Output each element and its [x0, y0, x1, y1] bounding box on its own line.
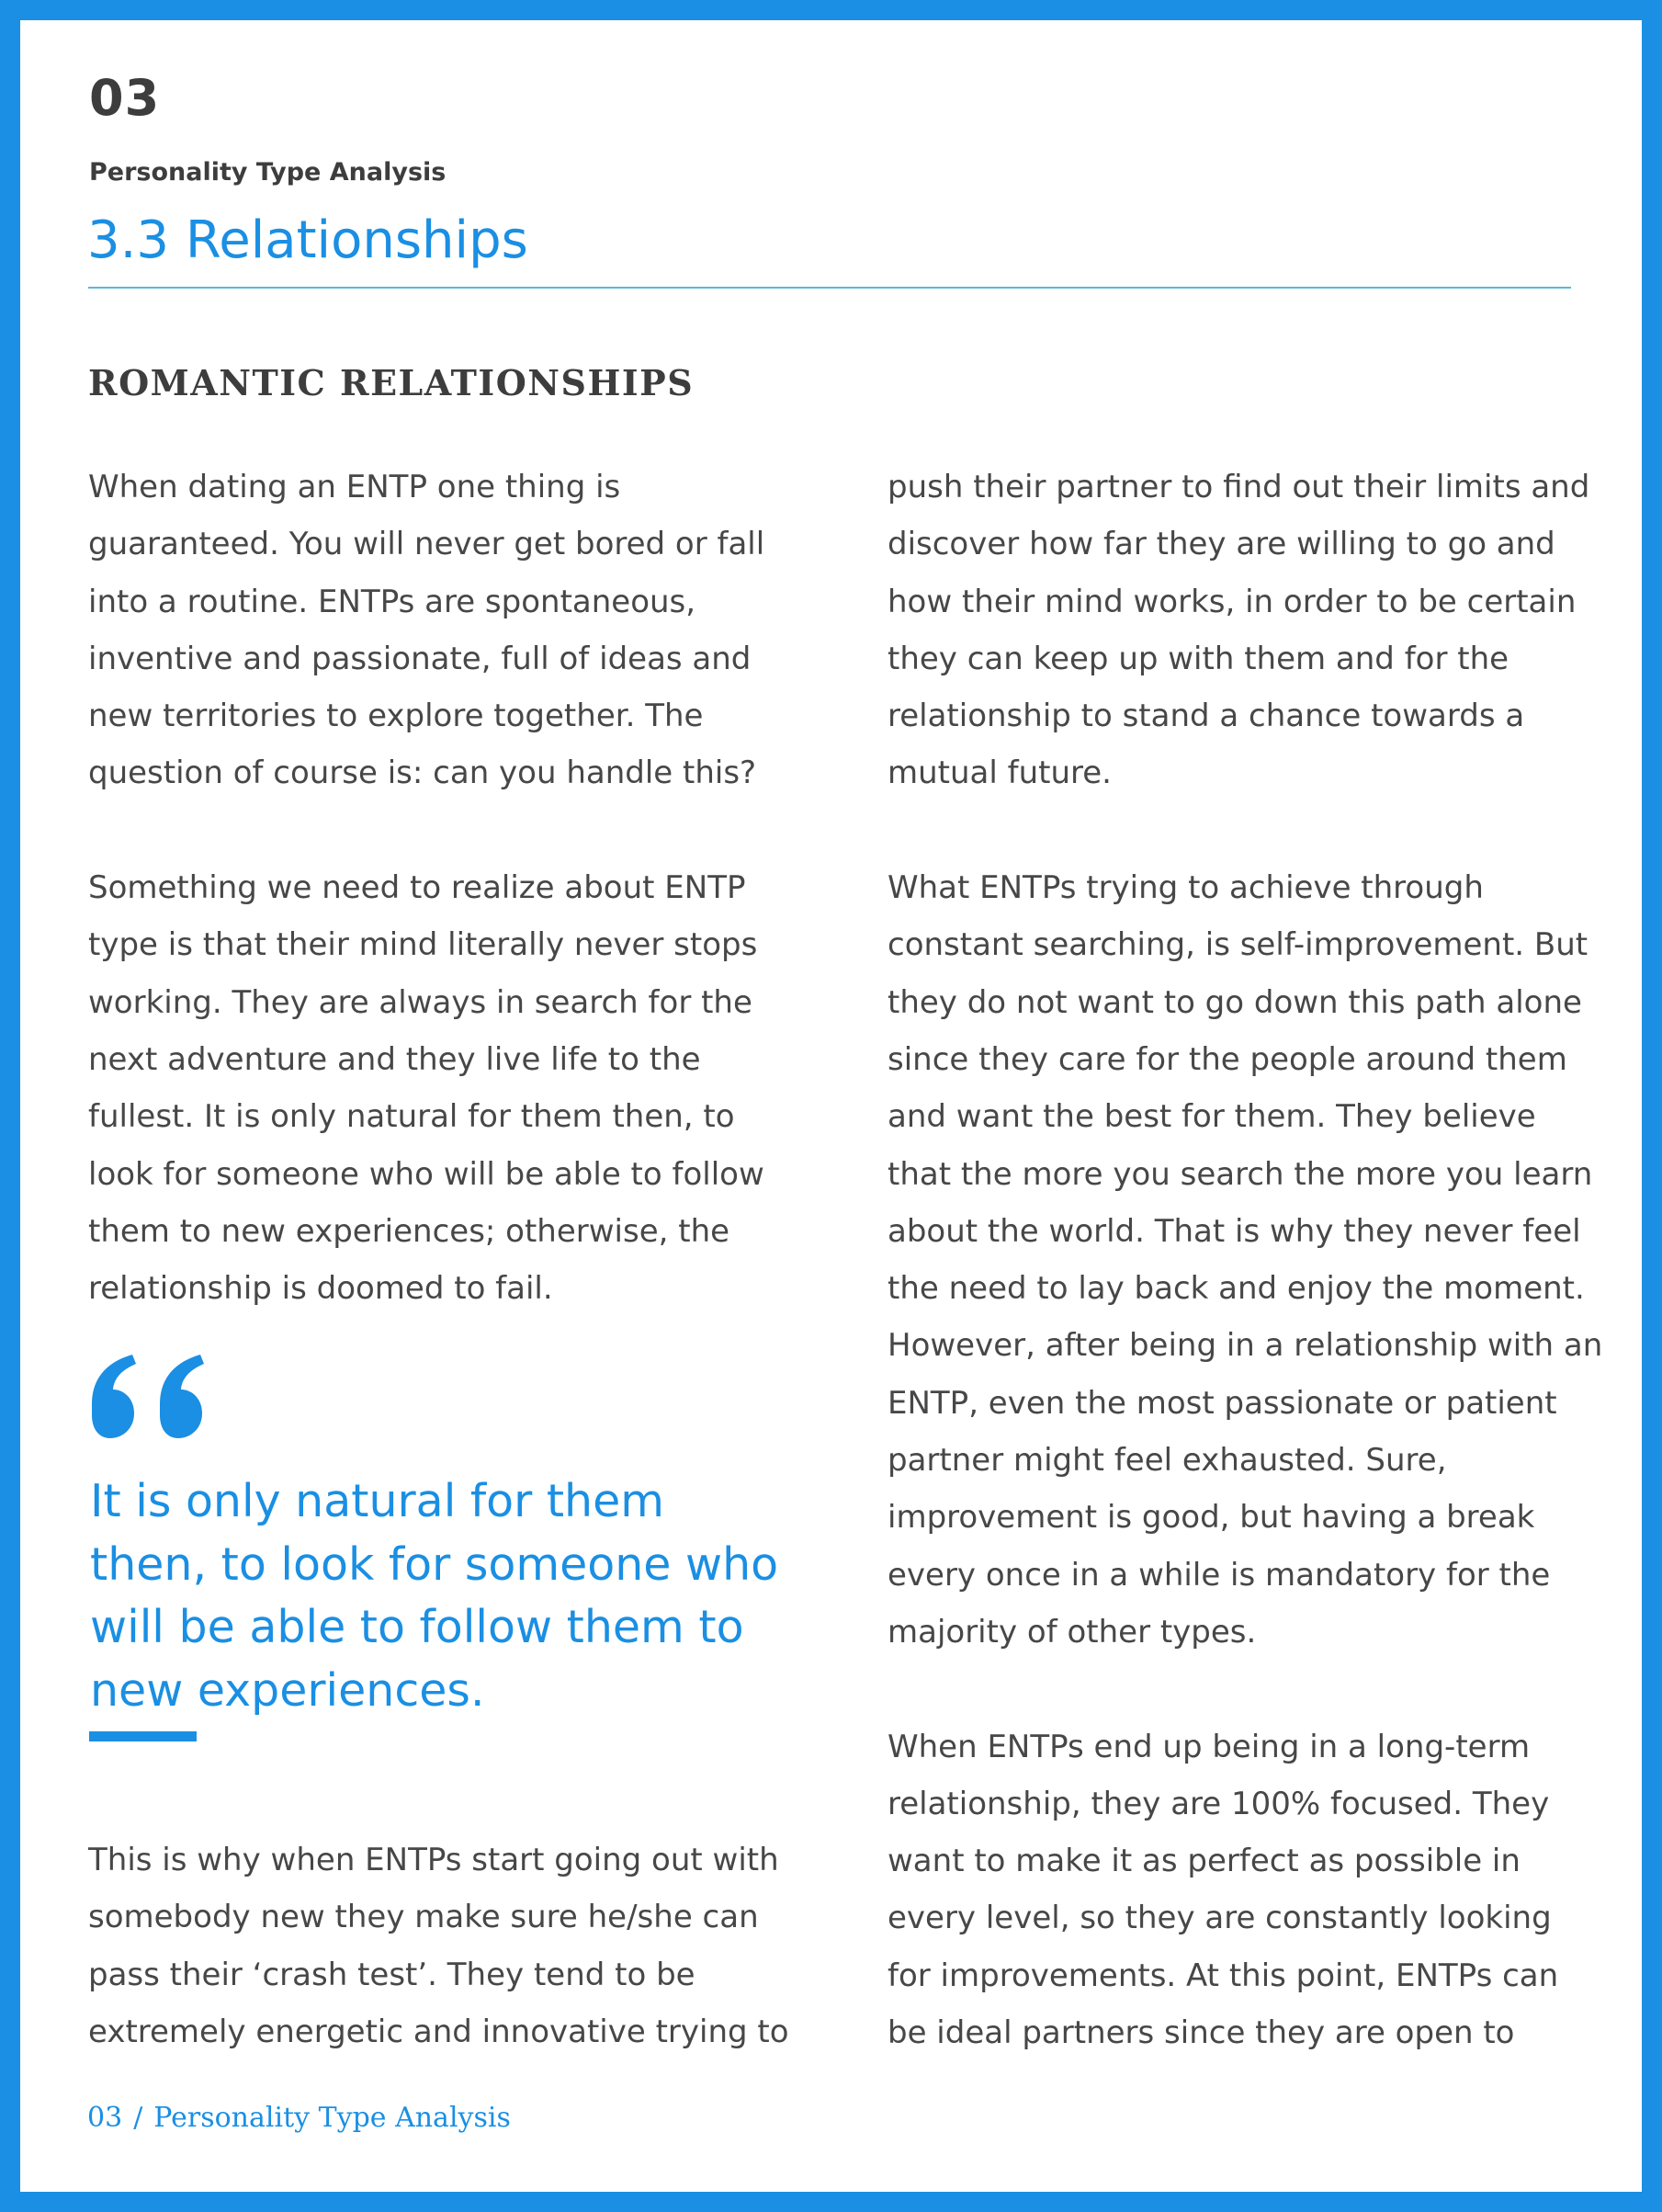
chapter-number: 03: [89, 69, 161, 127]
paragraph: push their partner to find out their limits and discover how far they are willing to go and how their mind works, in order to be certain they can keep up with them and for the relationship to stand a chance towards a mutual future.: [888, 469, 1590, 792]
left-column-top: [88, 459, 805, 1317]
footer-separator: /: [133, 2102, 143, 2134]
paragraph: This is why when ENTPs start going out with somebody new they make sure he/she can pass their ‘crash test’. They tend to be extremely energetic and innovative trying to: [88, 1842, 789, 2050]
chapter-title: Personality Type Analysis: [89, 158, 447, 187]
section-title: 3.3 Relationships: [87, 210, 528, 270]
paragraph: Something we need to realize about ENTP type is that their mind literally never stops working. They are always in search for the next adventure and they live life to the fullest. It is only natural for them then, to look for someone who will be able to follow them to new experiences; otherwise, the relationship is doomed to fail.: [88, 869, 764, 1308]
subheading: ROMANTIC RELATIONSHIPS: [88, 362, 695, 403]
left-column-bottom: [88, 1832, 805, 2060]
footer-title: Personality Type Analysis: [153, 2102, 511, 2134]
paragraph: What ENTPs trying to achieve through constant searching, is self-improvement. But they do not want to go down this path alone since they care for the people around them and want the best for them. They believe that the more you search the more you learn about the world. That is why they never feel the need to lay back and enjoy the moment. However, after being in a relationship with an ENTP, even the most passionate or patient partner might feel exhausted. Sure, improvement is good, but having a break every once in a while is mandatory for the majority of other types.: [888, 869, 1603, 1650]
header-divider: [88, 287, 1571, 289]
right-column: [888, 459, 1604, 2061]
document-page: [20, 20, 1642, 2192]
footer-page-number: 03: [87, 2102, 123, 2134]
page-footer: [87, 2104, 511, 2132]
paragraph: When ENTPs end up being in a long-term relationship, they are 100% focused. They want to make it as perfect as possible in every level, so they are constantly looking for improvements. At this point, ENTPs can be ideal partners since they are open to: [888, 1728, 1559, 2052]
paragraph: When dating an ENTP one thing is guaranteed. You will never get bored or fall into a routine. ENTPs are spontaneous, inventive and passionate, full of ideas and new territories to explore together. The question of course is: can you handle this?: [88, 469, 765, 792]
quote-underline: [89, 1731, 197, 1741]
quote-icon: [85, 1353, 222, 1440]
pull-quote: It is only natural for them then, to look for someone who will be able to follow them to new experiences.: [90, 1475, 779, 1717]
